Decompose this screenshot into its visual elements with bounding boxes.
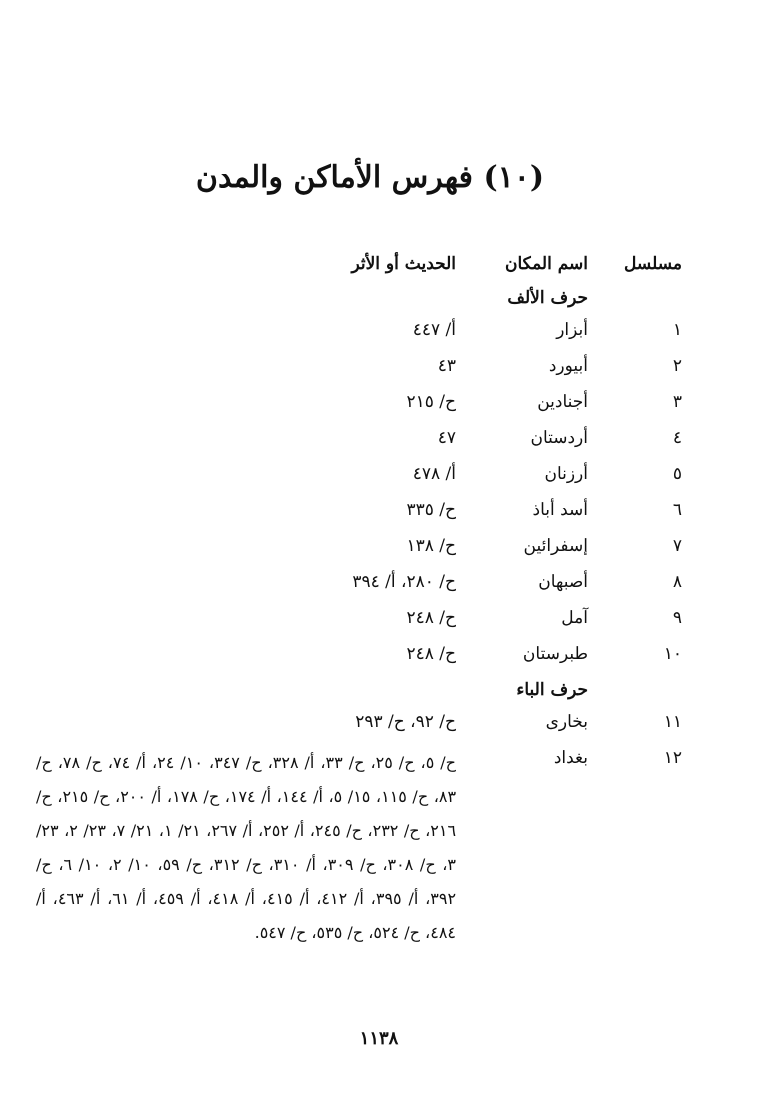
- header-place: اسم المكان: [505, 254, 588, 274]
- place-cell: بخارى: [545, 712, 588, 732]
- page-number: ١١٣٨: [359, 1028, 399, 1049]
- table-row: [0, 572, 764, 602]
- place-cell: أردستان: [530, 428, 588, 448]
- table-row: [0, 464, 764, 494]
- serial-cell: ٢: [672, 356, 682, 376]
- place-cell: أصبهان: [538, 572, 588, 592]
- serial-cell: ٥: [672, 464, 682, 484]
- table-row: [0, 536, 764, 566]
- section-alif: حرف الألف: [507, 288, 588, 308]
- table-row: [0, 392, 764, 422]
- ref-cell: ح/ ٢٤٨: [406, 644, 456, 664]
- page-title: (١٠) فهرس الأماكن والمدن: [195, 160, 545, 195]
- place-cell: أبزار: [556, 320, 588, 340]
- serial-cell: ١٢: [663, 748, 682, 768]
- baghdad-refs: ح/ ٥، ح/ ٢٥، ح/ ٣٣، أ/ ٣٢٨، ح/ ٣٤٧، ١٠/ ٢٤، أ/ ٧٤، ح/ ٧٨، ح/ ٨٣، ح/ ١١٥، ١٥/ ٥، أ/ ١٤٤، أ/ ١٧٤، ح/ ١٧٨، أ/ ٢٠٠، ح/ ٢١٥، ح/ ٢١٦، ح/ ٢٣٢، ح/ ٢٤٥، أ/ ٢٥٢، أ/ ٢٦٧، ٢١/ ١، ٢١/ ٧، ٢٣/ ٢، ٢٣/ ٣، ح/ ٣٠٨، ح/ ٣٠٩، أ/ ٣١٠، ح/ ٣١٢، ح/ ٥٩، ١٠/ ٢، ١٠/ ٦، ح/ ٣٩٢، أ/ ٣٩٥، أ/ ٤١٢، أ/ ٤١٥، أ/ ٤١٨، أ/ ٤٥٩، أ/ ٦١، أ/ ٤٦٣، أ/ ٤٨٤، ح/ ٥٢٤، ح/ ٥٣٥، ح/ ٥٤٧.: [36, 753, 457, 942]
- serial-cell: ١١: [663, 712, 682, 732]
- ref-cell: ح/ ٩٢، ح/ ٢٩٣: [355, 712, 456, 732]
- ref-cell: ح/ ٢٨٠، أ/ ٣٩٤: [352, 572, 456, 592]
- ref-cell: أ/ ٤٧٨: [412, 464, 456, 484]
- ref-cell: ٤٣: [437, 356, 456, 376]
- place-cell: أجنادين: [537, 392, 588, 412]
- ref-cell: ح/ ٢٤٨: [406, 608, 456, 628]
- serial-cell: ١٠: [663, 644, 682, 664]
- place-cell: آمل: [561, 608, 588, 628]
- table-row: [0, 428, 764, 458]
- ref-cell: ح/ ٢١٥: [406, 392, 456, 412]
- ref-cell: ح/ ١٣٨: [406, 536, 456, 556]
- serial-cell: ١: [672, 320, 682, 340]
- serial-cell: ٨: [672, 572, 682, 592]
- header-hadith: الحديث أو الأثر: [351, 254, 456, 274]
- place-cell: أرزنان: [544, 464, 588, 484]
- ref-cell: أ/ ٤٤٧: [412, 320, 456, 340]
- serial-cell: ٧: [672, 536, 682, 556]
- header-serial: مسلسل: [624, 254, 682, 274]
- table-row: [0, 356, 764, 386]
- table-row: [0, 608, 764, 638]
- table-row: [0, 712, 764, 742]
- place-cell: إسفرائين: [523, 536, 588, 556]
- place-cell: أسد أباذ: [532, 500, 588, 520]
- serial-cell: ٤: [672, 428, 682, 448]
- section-ba: حرف الباء: [516, 680, 588, 700]
- table-row: [0, 320, 764, 350]
- ref-cell: ح/ ٣٣٥: [406, 500, 456, 520]
- serial-cell: ٦: [672, 500, 682, 520]
- place-cell: بغداد: [553, 748, 588, 768]
- ref-cell: ٤٧: [437, 428, 456, 448]
- serial-cell: ٣: [672, 392, 682, 412]
- place-cell: أبيورد: [548, 356, 588, 376]
- place-cell: طبرستان: [522, 644, 588, 664]
- serial-cell: ٩: [672, 608, 682, 628]
- table-row: [0, 500, 764, 530]
- table-row: [0, 644, 764, 674]
